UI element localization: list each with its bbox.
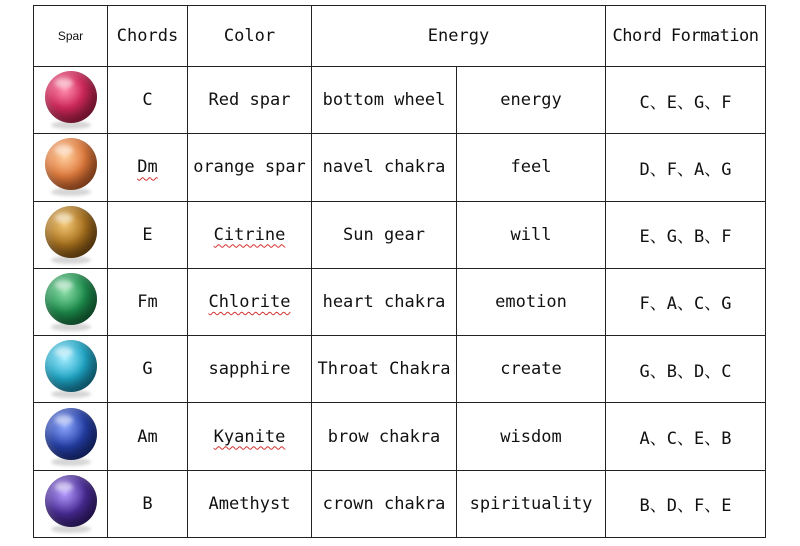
amethyst-ball-icon [43,473,99,535]
energy-quality-cell: feel [457,134,606,201]
chord-formation-cell: B、D、F、E [606,470,766,537]
sapphire-ball-icon [43,338,99,400]
header-energy: Energy [312,6,606,67]
chord-cell: Dm [108,134,188,201]
energy-quality-cell: create [457,336,606,403]
chord-formation-cell: D、F、A、G [606,134,766,201]
energy-quality-cell: energy [457,67,606,134]
energy-quality-cell: emotion [457,268,606,335]
chord-cell: Fm [108,268,188,335]
energy-center-cell: Throat Chakra [312,336,457,403]
spar-chord-table [33,5,766,538]
chord-cell: G [108,336,188,403]
table-row [34,470,766,537]
header-color: Color [188,6,312,67]
header-chord-formation: Chord Formation [606,6,766,67]
orange-spar-ball-icon [43,136,99,198]
chord-cell: E [108,201,188,268]
citrine-ball-icon [43,204,99,266]
chord-cell: B [108,470,188,537]
chord-formation-cell: A、C、E、B [606,403,766,470]
color-cell: orange spar [188,134,312,201]
chord-formation-cell: G、B、D、C [606,336,766,403]
color-cell: sapphire [188,336,312,403]
chord-formation-cell: C、E、G、F [606,67,766,134]
color-cell: Amethyst [188,470,312,537]
energy-quality-cell: spirituality [457,470,606,537]
table-row [34,403,766,470]
header-chords: Chords [108,6,188,67]
energy-center-cell: navel chakra [312,134,457,201]
energy-center-cell: bottom wheel [312,67,457,134]
table-row [34,201,766,268]
color-cell: Kyanite [188,403,312,470]
table-row [34,268,766,335]
header-row [34,6,766,67]
kyanite-ball-icon [43,406,99,468]
color-cell: Red spar [188,67,312,134]
header-spar: Spar [34,6,108,67]
color-cell: Chlorite [188,268,312,335]
table-row [34,67,766,134]
chord-cell: Am [108,403,188,470]
chord-formation-cell: F、A、C、G [606,268,766,335]
energy-center-cell: Sun gear [312,201,457,268]
table-row [34,336,766,403]
chlorite-ball-icon [43,271,99,333]
red-spar-ball-icon [43,69,99,131]
energy-center-cell: heart chakra [312,268,457,335]
energy-center-cell: brow chakra [312,403,457,470]
chord-cell: C [108,67,188,134]
energy-quality-cell: wisdom [457,403,606,470]
chord-formation-cell: E、G、B、F [606,201,766,268]
energy-quality-cell: will [457,201,606,268]
table-row [34,134,766,201]
color-cell: Citrine [188,201,312,268]
energy-center-cell: crown chakra [312,470,457,537]
